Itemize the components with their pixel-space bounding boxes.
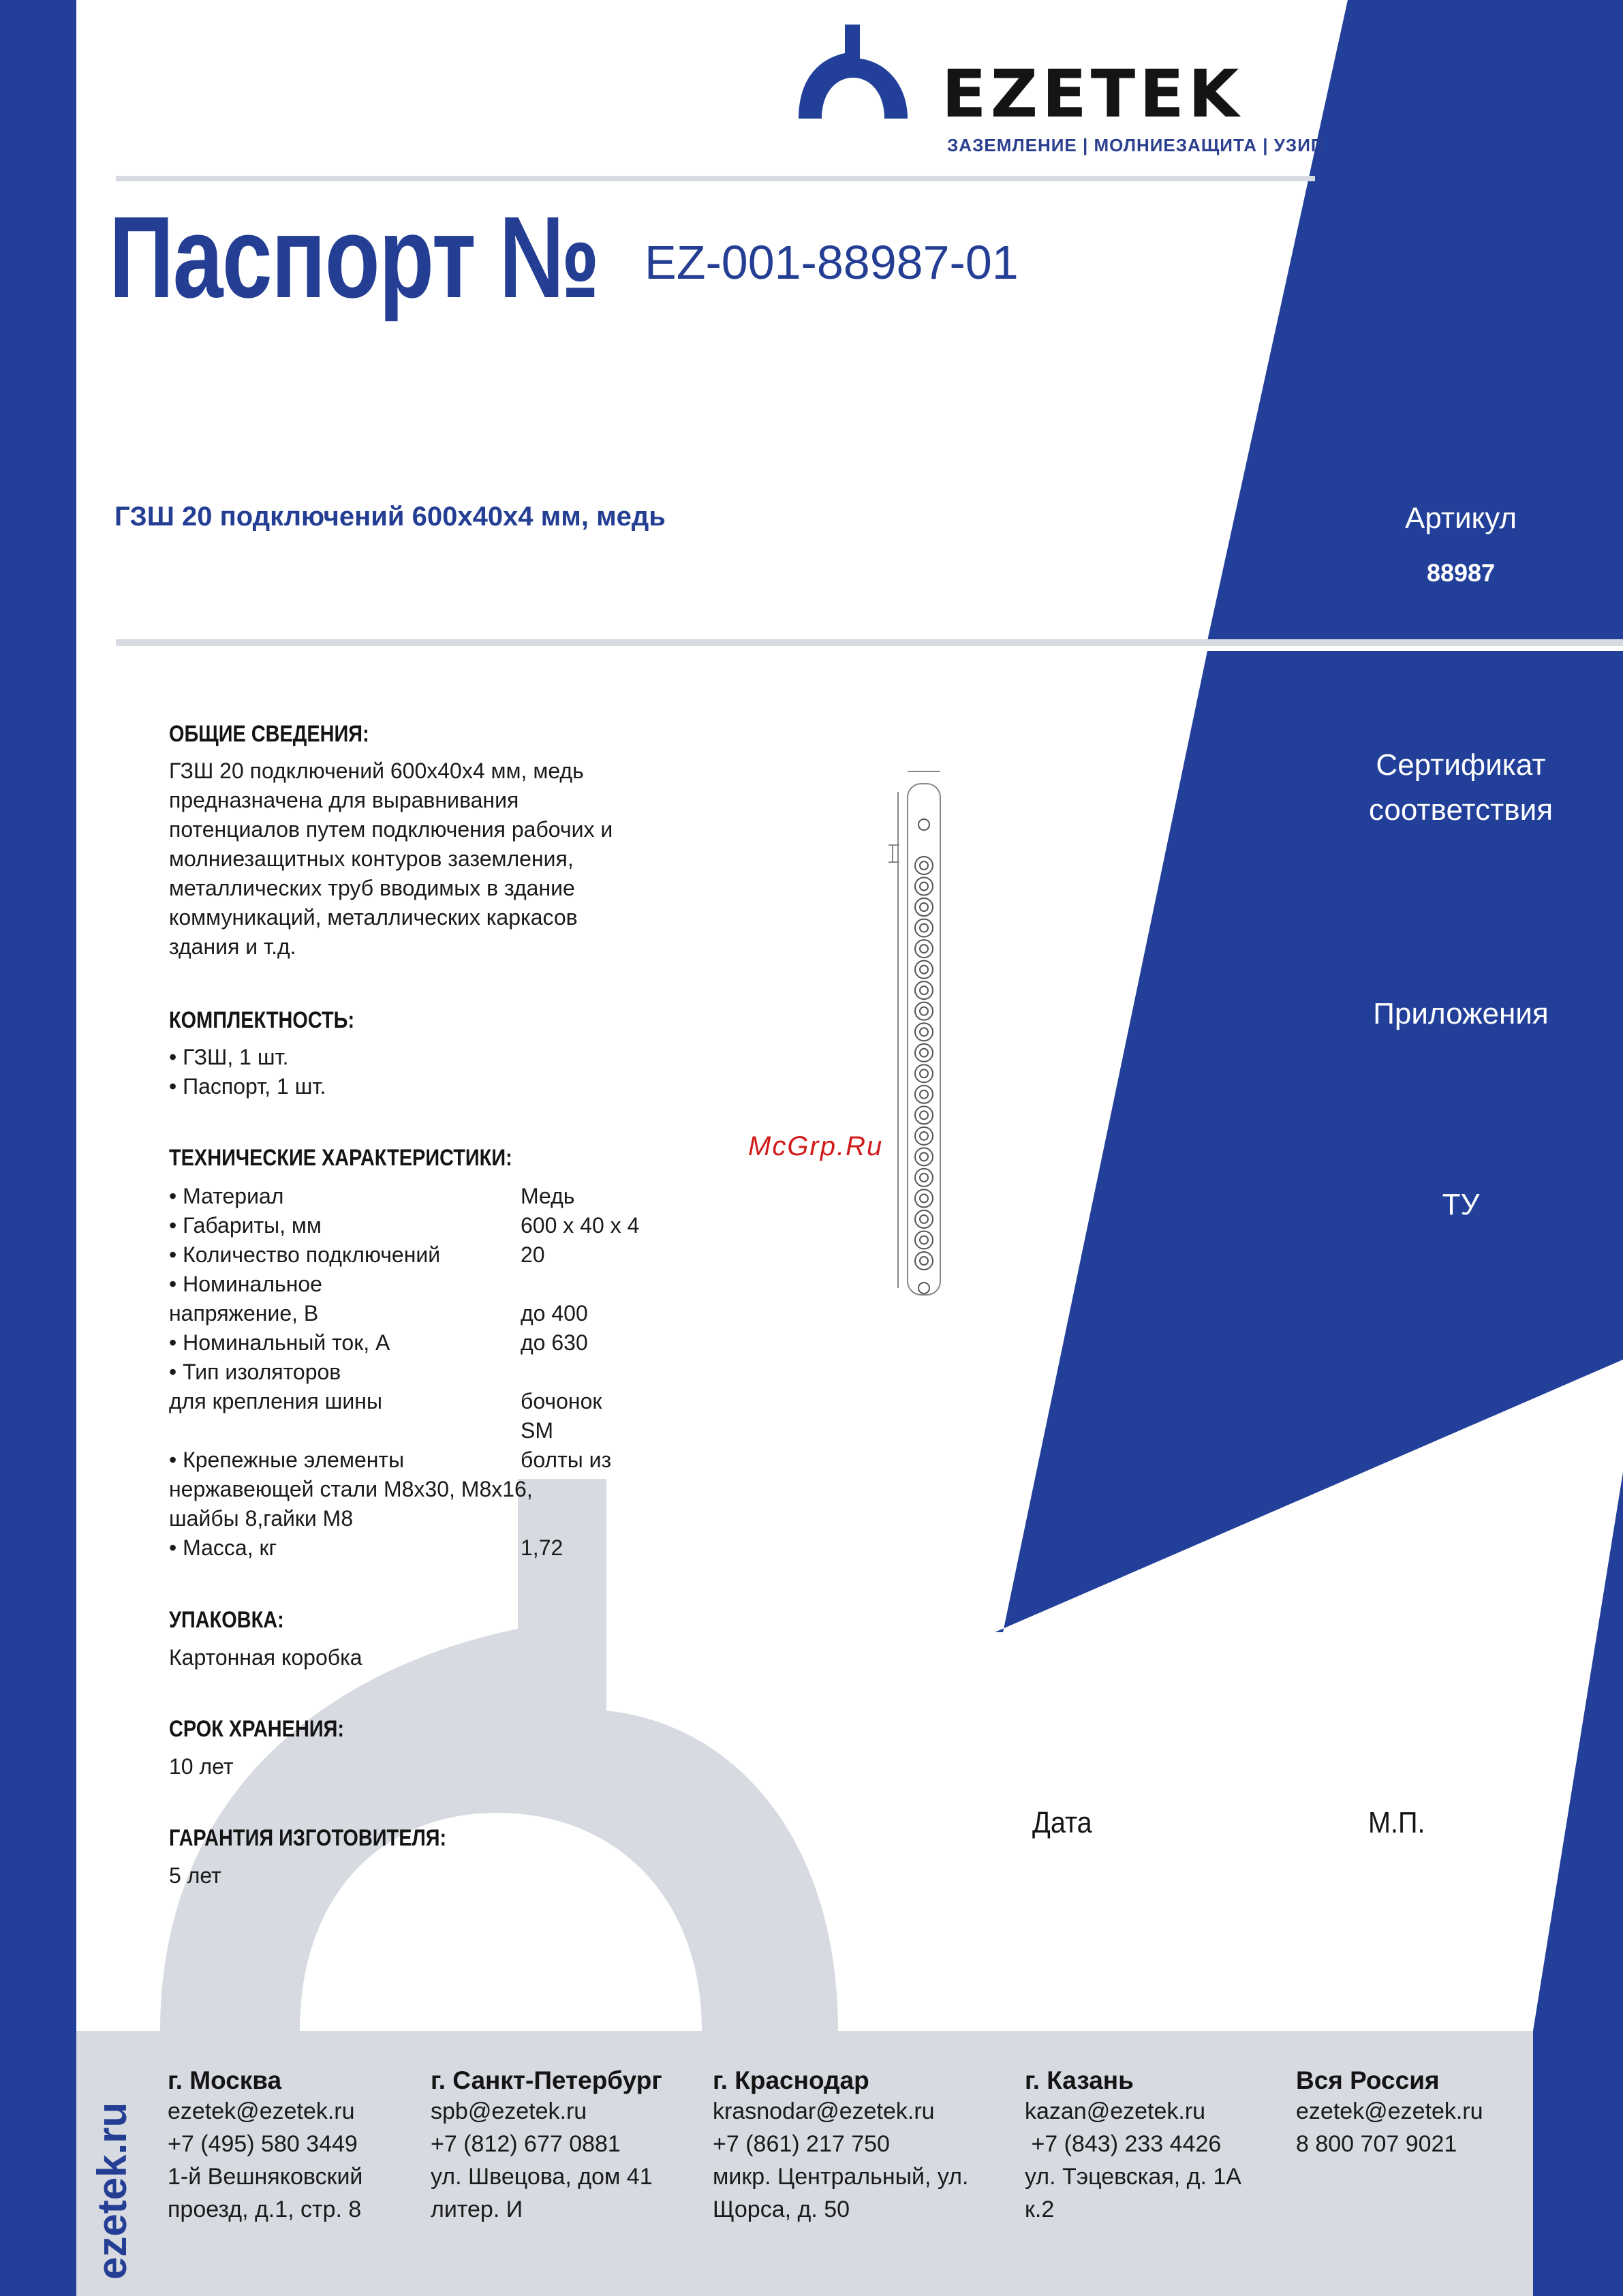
footer-site-link[interactable]: ezetek.ru — [89, 2102, 135, 2280]
connection-hole — [915, 1127, 933, 1145]
office-krasnodar — [713, 2066, 968, 2226]
header-rule — [116, 176, 1315, 181]
connection-hole — [915, 878, 933, 896]
office-address: 1-й Вешняковский проезд, д.1, стр. 8 — [168, 2164, 363, 2222]
spec-name: • Тип изоляторов для крепления шины — [169, 1360, 382, 1413]
connection-hole — [915, 961, 933, 979]
passport-title: Паспорт № — [109, 193, 599, 322]
office-phone[interactable]: +7 (861) 217 750 — [713, 2131, 890, 2157]
office-phone[interactable]: 8 800 707 9021 — [1296, 2131, 1457, 2157]
tu-label: ТУ — [1442, 1188, 1480, 1221]
connection-hole — [915, 1065, 933, 1082]
watermark-text: McGrp.Ru — [748, 1131, 884, 1161]
spec-name: • Количество подключений — [169, 1242, 441, 1267]
kit-item: • ГЗШ, 1 шт. — [169, 1045, 289, 1069]
office-email[interactable]: kazan@ezetek.ru — [1025, 2098, 1206, 2124]
spec-value: Медь — [521, 1184, 575, 1208]
connection-hole — [915, 1086, 933, 1103]
brand-name: EZETEK — [942, 56, 1243, 132]
office-phone[interactable]: +7 (812) 677 0881 — [431, 2131, 621, 2157]
spec-value: 20 — [521, 1242, 545, 1267]
product-name: ГЗШ 20 подключений 600х40х4 мм, медь — [114, 502, 666, 532]
connection-hole — [915, 1210, 933, 1228]
spec-value: болты из — [521, 1448, 612, 1472]
storage-text: 10 лет — [169, 1754, 234, 1779]
kit-heading: КОМПЛЕКТНОСТЬ: — [169, 1007, 355, 1033]
connection-hole — [915, 919, 933, 937]
connection-hole — [915, 981, 933, 999]
attachments-label: Приложения — [1373, 997, 1549, 1030]
office-email[interactable]: krasnodar@ezetek.ru — [713, 2098, 935, 2124]
spec-name: • Номинальное напряжение, В — [169, 1272, 322, 1326]
connection-hole — [915, 1189, 933, 1207]
mounting-hole — [918, 1283, 929, 1294]
right-top-blue-panel — [1207, 0, 1623, 641]
office-address: ул. Швецова, дом 41 литер. И — [431, 2164, 653, 2222]
office-city: г. Краснодар — [713, 2066, 869, 2094]
connection-hole — [915, 1169, 933, 1187]
general-heading: ОБЩИЕ СВЕДЕНИЯ: — [169, 721, 369, 747]
office-russia — [1296, 2066, 1483, 2160]
spec-name: • Габариты, мм — [169, 1213, 322, 1238]
connection-hole — [915, 1231, 933, 1249]
office-email[interactable]: ezetek@ezetek.ru — [1296, 2098, 1483, 2124]
spec-value: до 630 — [521, 1330, 588, 1355]
connection-hole — [915, 1148, 933, 1165]
warranty-heading: ГАРАНТИЯ ИЗГОТОВИТЕЛЯ: — [169, 1825, 447, 1851]
spec-name: • Материал — [169, 1184, 284, 1208]
spec-value: бочонок SM — [521, 1389, 602, 1443]
spec-value: 600 х 40 х 4 — [521, 1213, 640, 1238]
spec-name: • Номинальный ток, А — [169, 1330, 390, 1355]
office-kazan — [1025, 2066, 1241, 2226]
spec-value: 1,72 — [521, 1535, 563, 1560]
office-city: г. Москва — [168, 2066, 282, 2094]
connection-hole — [915, 1002, 933, 1020]
general-text: ГЗШ 20 подключений 600х40х4 мм, медь предназначена для выравнивания потенциалов путем подключения рабочих и молниезащитных контуров заземления, металлических труб вводимых в здание коммуникаций, металлических каркасов здания и т.д. — [169, 759, 613, 959]
office-city: г. Санкт-Петербург — [431, 2066, 662, 2094]
office-address: микр. Центральный, ул. Щорса, д. 50 — [713, 2164, 969, 2222]
office-email[interactable]: spb@ezetek.ru — [431, 2098, 587, 2124]
left-blue-strip — [0, 0, 76, 2296]
date-label: Дата — [1032, 1806, 1092, 1839]
office-phone[interactable]: +7 (495) 580 3449 — [168, 2131, 358, 2157]
connection-hole — [915, 1023, 933, 1041]
packaging-heading: УПАКОВКА: — [169, 1607, 284, 1633]
connection-hole — [915, 1044, 933, 1062]
connection-hole — [915, 898, 933, 916]
spec-name: • Крепежные элементы нержавеющей стали М8х30, М8х16, шайбы 8,гайки М8 — [169, 1448, 533, 1531]
mounting-hole — [918, 819, 929, 830]
office-email[interactable]: ezetek@ezetek.ru — [168, 2098, 355, 2124]
connection-hole — [915, 1252, 933, 1270]
storage-heading: СРОК ХРАНЕНИЯ: — [169, 1716, 344, 1742]
connection-hole — [915, 857, 933, 874]
warranty-text: 5 лет — [169, 1863, 221, 1888]
connection-hole — [915, 940, 933, 958]
spec-value: до 400 — [521, 1301, 588, 1326]
product-rule — [116, 639, 1623, 646]
specs-heading: ТЕХНИЧЕСКИЕ ХАРАКТЕРИСТИКИ: — [169, 1145, 512, 1171]
ezetek-logo-icon — [799, 25, 914, 119]
passport-number: EZ-001-88987-01 — [645, 236, 1019, 289]
office-city: Вся Россия — [1296, 2066, 1440, 2094]
stamp-label: М.П. — [1368, 1806, 1425, 1839]
spec-name: • Масса, кг — [169, 1535, 277, 1560]
brand-tagline: ЗАЗЕМЛЕНИЕ | МОЛНИЕЗАЩИТА | УЗИП — [947, 135, 1325, 155]
office-city: г. Казань — [1025, 2066, 1134, 2094]
office-moscow — [168, 2066, 362, 2226]
certificate-label: Сертификат соответствия — [1368, 748, 1554, 827]
packaging-text: Картонная коробка — [169, 1645, 362, 1670]
office-address: ул. Тэцевская, д. 1А к.2 — [1025, 2164, 1241, 2222]
connection-hole — [915, 1106, 933, 1124]
article-value: 88987 — [1426, 559, 1496, 587]
office-phone[interactable]: +7 (843) 233 4426 — [1025, 2131, 1222, 2157]
article-label: Артикул — [1404, 502, 1517, 535]
busbar-drawing — [872, 763, 954, 1329]
kit-item: • Паспорт, 1 шт. — [169, 1074, 326, 1099]
office-spb — [431, 2066, 662, 2226]
